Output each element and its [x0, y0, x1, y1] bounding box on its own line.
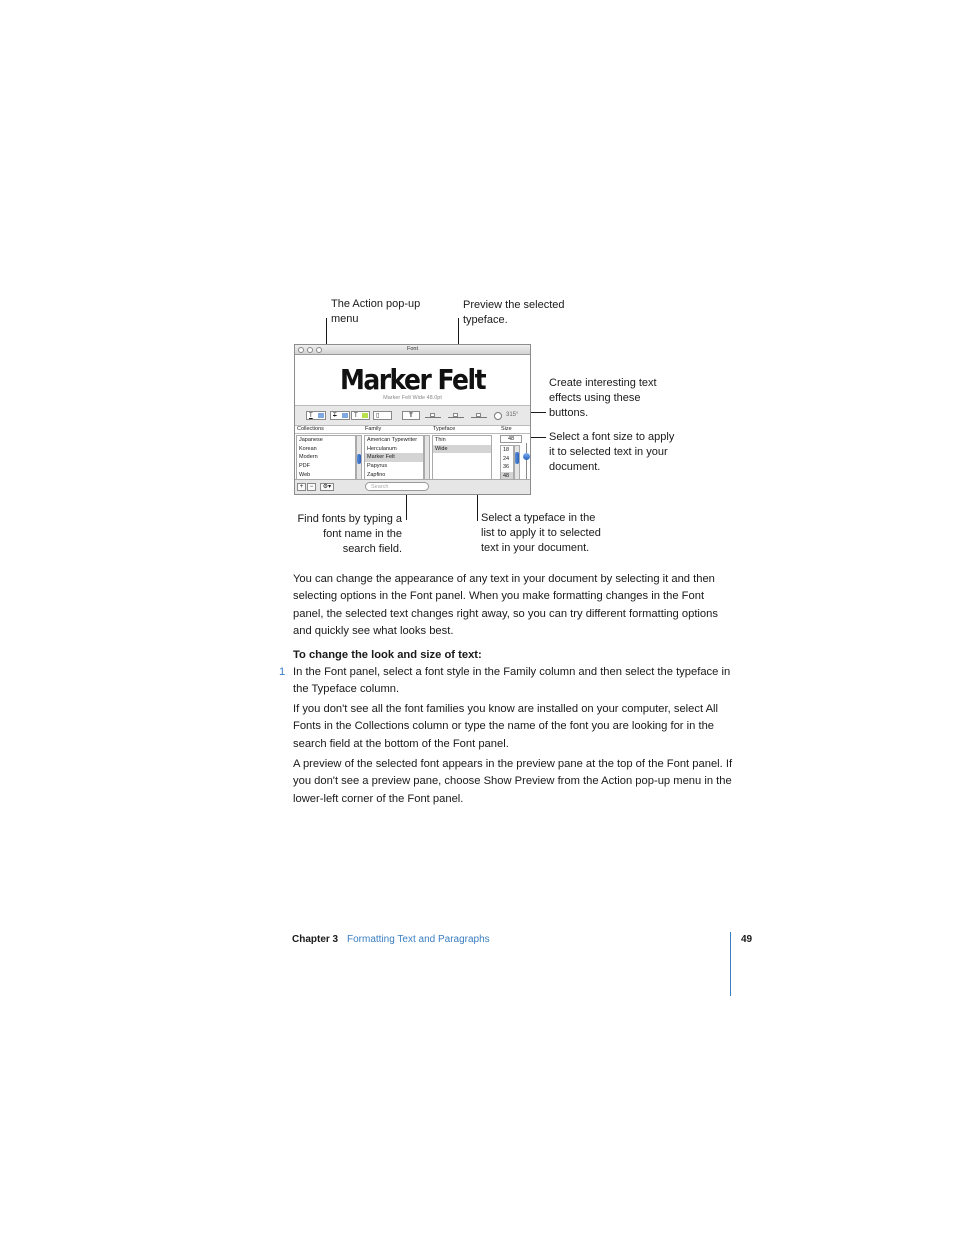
family-column-header: Family	[365, 426, 382, 432]
size-slider[interactable]	[526, 443, 527, 479]
typeface-column-header: Typeface	[433, 426, 456, 432]
shadow-opacity-slider[interactable]	[425, 417, 441, 418]
size-slider-knob[interactable]	[523, 453, 530, 460]
typeface-list[interactable]	[432, 435, 492, 481]
font-panel	[294, 344, 531, 495]
shadow-angle-dial[interactable]	[494, 412, 502, 420]
add-collection-button[interactable]: +	[297, 483, 306, 491]
callout-action-menu: The Action pop-up menu	[331, 298, 421, 325]
list-item[interactable]: Modern	[299, 454, 318, 461]
size-field[interactable]: 48	[500, 435, 522, 443]
strikethrough-color-swatch	[342, 413, 348, 418]
callout-preview: Preview the selected typeface.	[463, 299, 565, 326]
paragraph-fonts-missing: If you don't see all the font families you know are installed on your computer, select All Fonts in the Collections column or type the name of the font you are looking for in the search field at the bottom of the Font panel.	[293, 703, 719, 750]
leader-line-search	[406, 494, 407, 520]
text-color-icon: T	[354, 413, 358, 419]
list-item[interactable]: Web	[299, 471, 311, 478]
callout-effects: Create interesting text effects using these buttons.	[549, 377, 657, 419]
list-item[interactable]: Thin	[435, 437, 446, 443]
text-shadow-icon: T	[409, 413, 413, 419]
text-effects-bar	[295, 405, 530, 426]
list-item[interactable]: 24	[503, 455, 510, 462]
list-item-selected[interactable]: 48	[501, 472, 513, 481]
shadow-blur-slider[interactable]	[448, 417, 464, 418]
font-panel-bottom-bar	[295, 479, 530, 494]
list-item-selected[interactable]: Wide	[433, 445, 491, 454]
underline-button[interactable]	[306, 411, 326, 420]
remove-collection-button[interactable]: −	[307, 483, 316, 491]
list-item[interactable]: Zapfino	[367, 471, 386, 478]
font-panel-titlebar	[295, 345, 530, 355]
footer-chapter: Chapter 3	[292, 934, 339, 945]
list-item[interactable]: Korean	[299, 445, 317, 452]
underline-icon: T	[309, 413, 313, 419]
list-item-selected[interactable]: Marker Felt	[365, 453, 423, 462]
size-scrollbar[interactable]	[514, 445, 520, 481]
text-color-swatch	[362, 413, 368, 418]
footer-chapter-title: Formatting Text and Paragraphs	[347, 934, 490, 945]
footer-divider	[730, 932, 731, 996]
collections-list[interactable]	[296, 435, 356, 481]
action-popup-button[interactable]: ⚙▾	[320, 483, 334, 491]
collections-column-header: Collections	[297, 426, 324, 432]
family-scrollbar[interactable]	[424, 435, 430, 481]
font-preview-text: Marker Felt	[339, 363, 486, 396]
underline-color-swatch	[318, 413, 324, 418]
shadow-angle-value: 315°	[506, 412, 519, 418]
collections-scrollbar[interactable]	[356, 435, 362, 481]
callout-search: Find fonts by typing a font name in the search field.	[297, 513, 402, 555]
scroll-thumb[interactable]	[357, 454, 361, 464]
strikethrough-icon: T	[333, 413, 337, 419]
page-number: 49	[741, 934, 753, 945]
callout-size: Select a font size to apply it to selected text in your document.	[549, 431, 675, 473]
list-item[interactable]: 18	[503, 447, 510, 453]
text-color-button[interactable]	[351, 411, 370, 420]
document-color-button[interactable]	[373, 411, 392, 420]
list-item[interactable]: PDF	[299, 463, 310, 470]
font-preview-meta: Marker Felt Wide 48.0pt	[383, 395, 442, 401]
intro-paragraph: You can change the appearance of any text in your document by selecting it and then selecting options in the Font panel. When you make formatting changes in the Font panel, the selected text changes right away, so you can try different formatting options and quickly see what looks best.	[293, 573, 718, 637]
list-item[interactable]: American Typewriter	[367, 437, 418, 443]
list-item[interactable]: 36	[503, 464, 510, 471]
steps-heading: To change the look and size of text:	[293, 649, 482, 661]
list-item[interactable]: Papyrus	[367, 463, 388, 470]
step-number: 1	[279, 666, 286, 678]
list-item[interactable]: Japanese	[299, 437, 323, 443]
family-list[interactable]	[364, 435, 424, 481]
search-field[interactable]: Search	[365, 482, 429, 491]
step-1-text: In the Font panel, select a font style in the Family column and then select the typeface in the Typeface column.	[293, 666, 731, 696]
scroll-thumb[interactable]	[515, 452, 519, 464]
text-shadow-button[interactable]	[402, 411, 420, 420]
size-list[interactable]	[500, 445, 514, 481]
column-header-divider	[295, 433, 530, 434]
window-title: Font	[406, 346, 418, 352]
list-item[interactable]: Herculanum	[367, 445, 397, 452]
strikethrough-button[interactable]	[330, 411, 350, 420]
document-color-icon: ▯	[376, 413, 380, 419]
shadow-offset-slider[interactable]	[471, 417, 487, 418]
paragraph-preview: A preview of the selected font appears in the preview pane at the top of the Font panel. If you don't see a preview pane, choose Show Preview from the Action pop-up menu in the lower-left corner of the Font panel.	[293, 758, 733, 805]
size-column-header: Size	[501, 426, 512, 432]
callout-typeface: Select a typeface in the list to apply it to selected text in your document.	[481, 512, 601, 554]
